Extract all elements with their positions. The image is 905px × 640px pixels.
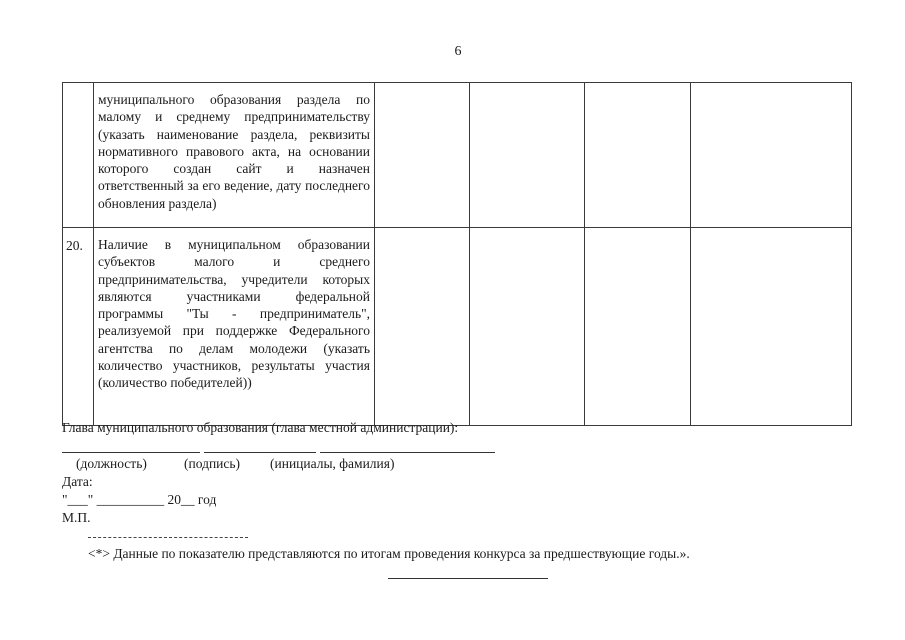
head-of-municipality-label: Глава муниципального образования (глава местной администрации):: [62, 420, 459, 435]
position-line: [62, 452, 200, 453]
value-cell-4: [691, 83, 852, 228]
row-number-cell: [63, 83, 94, 228]
position-label: (должность): [76, 456, 147, 471]
value-cell-2: [470, 83, 585, 228]
stamp-label: М.П.: [62, 510, 91, 525]
table-row: [63, 228, 852, 426]
page-number: 6: [454, 44, 462, 59]
value-cell-1: [375, 83, 470, 228]
table-row: [63, 83, 852, 228]
row-number-cell: 20.: [63, 228, 94, 426]
signature-line: [204, 452, 316, 453]
name-line: [320, 452, 495, 453]
indicator-table: [62, 82, 852, 426]
value-cell-4: [691, 228, 852, 426]
date-field: "___" __________ 20__ год: [62, 492, 217, 507]
end-rule: [388, 578, 548, 579]
footnote: <*> Данные по показателю представляются по итогам проведения конкурса за предшествующие годы.».: [88, 546, 690, 561]
indicator-description-cell: Наличие в муниципальном образовании субъектов малого и среднего предпринимательства, учредители которых являются участниками федеральной программы "Ты - предприниматель", реализуемой при поддержке Федерального агентства по делам молодежи (указать количество участников, результаты участия (количество победителей)): [94, 228, 375, 426]
date-label: Дата:: [62, 474, 93, 489]
value-cell-3: [585, 83, 691, 228]
value-cell-1: [375, 228, 470, 426]
indicator-description-cell: муниципального образования раздела по малому и среднему предпринимательству (указать наименование раздела, реквизиты нормативного правового акта, на основании которого создан сайт и назначен ответственный за его ведение, дату последнего обновления раздела): [94, 83, 375, 228]
name-label: (инициалы, фамилия): [270, 456, 395, 471]
footnote-separator: [88, 537, 248, 538]
value-cell-3: [585, 228, 691, 426]
signature-label: (подпись): [184, 456, 241, 471]
signature-lines: [62, 452, 502, 454]
value-cell-2: [470, 228, 585, 426]
